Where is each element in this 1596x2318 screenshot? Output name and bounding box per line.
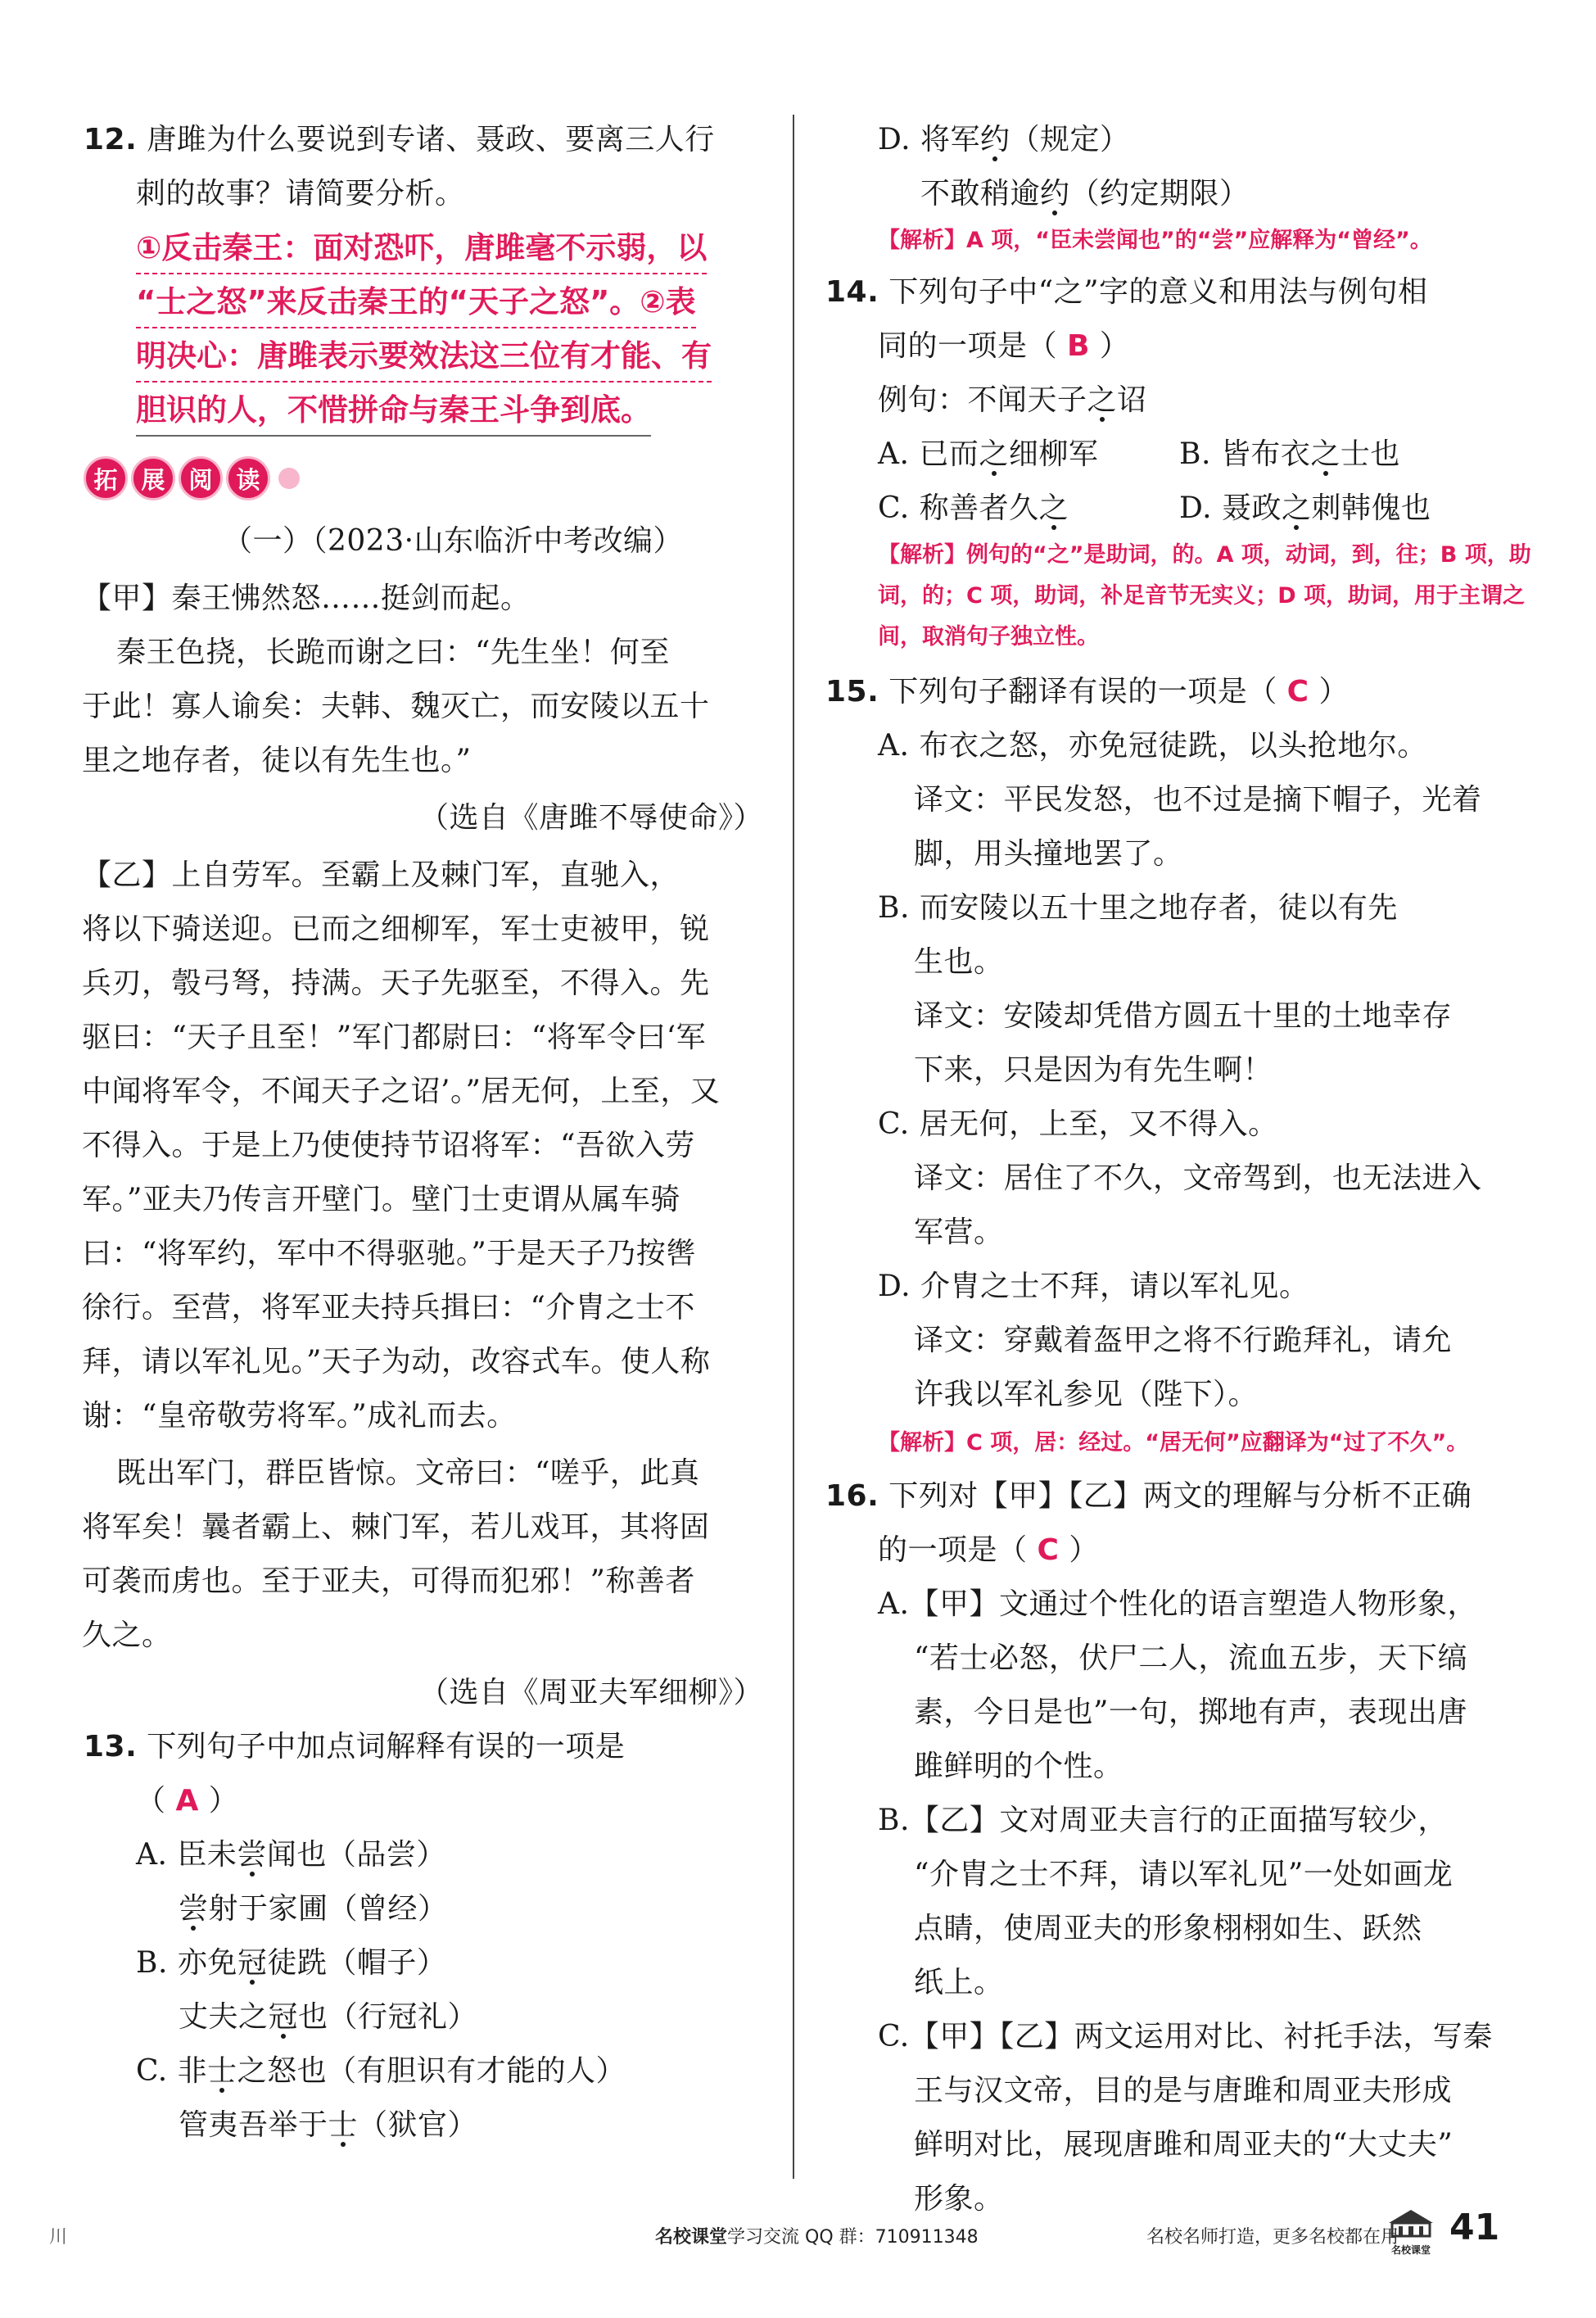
q13-answer-line: （ A ） xyxy=(136,1784,239,1818)
passage-yi-line: 曰：“将军约，军中不得驱驰。”于是天子乃按辔 xyxy=(82,1237,696,1270)
footer-right-text: 名校名师打造，更多名校都在用 xyxy=(1146,2227,1399,2248)
q15-item: B. 而安陵以五十里之地存者，徒以有先 xyxy=(878,891,1398,925)
footer-left: 川 xyxy=(49,2227,68,2248)
passage-jia-head: 【甲】秦王怫然怒……挺剑而起。 xyxy=(82,582,531,615)
passage-yi-line: 不得入。于是上乃使使持节诏将军：“吾欲入劳 xyxy=(82,1129,695,1162)
passage-yi-line: 可袭而虏也。至于亚夫，可得而犯邪！”称善者 xyxy=(82,1564,695,1598)
q15-item: D. 介胄之士不拜，请以军礼见。 xyxy=(878,1270,1309,1303)
q14-stem-2: 同的一项是（ B ） xyxy=(878,329,1130,363)
q15-item: 军营。 xyxy=(914,1216,1004,1249)
q14-option-b: B. 皆布衣之士也 xyxy=(1179,437,1400,471)
q15-item: 许我以军礼参见（陛下）。 xyxy=(914,1378,1259,1411)
school-building-icon xyxy=(1386,2208,1436,2241)
q13-option-c: C. 非士之怒也（有胆识有才能的人） xyxy=(136,2054,626,2088)
q16-item: “若士必怒，伏尸二人，流血五步，天下缟 xyxy=(914,1641,1467,1675)
q15-item: C. 居无何，上至，又不得入。 xyxy=(878,1107,1278,1141)
q15-item: A. 布衣之怒，亦免冠徒跣，以头抢地尔。 xyxy=(878,729,1427,763)
q14-option-d: D. 聂政之刺韩傀也 xyxy=(1179,491,1431,525)
footer-center-text: 学习交流 QQ 群：710911348 xyxy=(727,2227,979,2248)
footer-logo xyxy=(1386,2208,1436,2254)
q13-explanation: 【解析】A 项，“臣未尝闻也”的“尝”应解释为“曾经”。 xyxy=(878,228,1432,253)
badge-char: 读 xyxy=(226,456,270,500)
passage-yi-line: 拜，请以军礼见。”天子为动，改容式车。使人称 xyxy=(82,1345,711,1379)
q15-item: 译文：安陵却凭借方圆五十里的土地幸存 xyxy=(914,999,1453,1033)
passage-yi-line: 谢：“皇帝敬劳将军。”成礼而去。 xyxy=(82,1399,517,1433)
q15-item: 译文：居住了不久，文帝驾到，也无法进入 xyxy=(914,1161,1482,1195)
passage-yi-line: 徐行。至营，将军亚夫持兵揖曰：“介胄之士不 xyxy=(82,1291,695,1324)
q16-item: 纸上。 xyxy=(914,1966,1004,1999)
q15-item: 生也。 xyxy=(914,945,1004,979)
q12-answer-line-1: ①反击秦王：面对恐吓，唐雎毫不示弱，以 xyxy=(136,227,707,274)
passage-jia-line: 里之地存者，徒以有先生也。” xyxy=(82,744,472,777)
badge-char: 阅 xyxy=(179,456,223,500)
q16-item: 点睛，使周亚夫的形象栩栩如生、跃然 xyxy=(914,1912,1422,1945)
q15-item: 译文：穿戴着盔甲之将不行跪拜礼，请允 xyxy=(914,1324,1453,1357)
q14-example: 例句：不闻天子之诏 xyxy=(878,383,1147,417)
passage-yi-line: 将军矣！曩者霸上、棘门军，若儿戏耳，其将固 xyxy=(82,1510,710,1544)
q16-item: 王与汉文帝，目的是与唐雎和周亚夫形成 xyxy=(914,2074,1453,2107)
q12-line-1: 12. 唐雎为什么要说到专诸、聂政、要离三人行 xyxy=(84,123,715,156)
badge-char: 拓 xyxy=(84,456,128,500)
q16-answer: C xyxy=(1037,1533,1060,1567)
passage-yi-line: 军。”亚夫乃传言开壁门。壁门士吏谓从属车骑 xyxy=(82,1183,680,1216)
q12-answer-line-2: “士之怒”来反击秦王的“天子之怒”。②表 xyxy=(136,281,696,328)
q14-explanation-3: 间，取消句子独立性。 xyxy=(878,624,1099,650)
footer-brand: 名校课堂 xyxy=(655,2227,728,2248)
q12-line-2: 刺的故事？请简要分析。 xyxy=(136,177,465,211)
passage-jia-source: （选自《唐雎不辱使命》） xyxy=(419,801,764,835)
q14-explanation-2: 词，的；C 项，助词，补足音节无实义；D 项，助词，用于主谓之 xyxy=(878,583,1526,609)
passage-jia-line: 于此！寡人谕矣：夫韩、魏灭亡，而安陵以五十 xyxy=(82,690,710,723)
q16-stem-1: 16. 下列对【甲】【乙】两文的理解与分析不正确 xyxy=(825,1479,1472,1513)
q16-item: 鲜明对比，展现唐雎和周亚夫的“大丈夫” xyxy=(914,2128,1454,2162)
q16-item: “介胄之士不拜，请以军礼见”一处如画龙 xyxy=(914,1858,1454,1891)
q12-answer-line-4: 胆识的人，不惜拼命与秦王斗争到底。 xyxy=(136,389,651,437)
q13-answer: A xyxy=(175,1784,199,1818)
q13-option-d-2: 不敢稍逾约（约定期限） xyxy=(920,177,1250,211)
q14-stem-1: 14. 下列句子中“之”字的意义和用法与例句相 xyxy=(825,275,1428,309)
q13-option-b-2: 丈夫之冠也（行冠礼） xyxy=(179,2000,478,2034)
page-footer xyxy=(0,2207,1596,2261)
q13-stem: 13. 下列句子中加点词解释有误的一项是 xyxy=(84,1730,626,1763)
q16-item: 素，今日是也”一句，掷地有声，表现出唐 xyxy=(914,1695,1467,1729)
q13-option-c-2: 管夷吾举于士（狱官） xyxy=(179,2108,478,2142)
q16-stem-2: 的一项是（ C ） xyxy=(878,1533,1099,1567)
footer-center xyxy=(655,2223,979,2248)
passage-yi-line: 既出军门，群臣皆惊。文帝曰：“嗟乎，此真 xyxy=(116,1456,700,1490)
badge-decoration-icon xyxy=(278,468,300,489)
q13-option-d: D. 将军约（规定） xyxy=(878,123,1130,156)
badge-char: 展 xyxy=(131,456,175,500)
passage-yi-line: 【乙】上自劳军。至霸上及棘门军，直驰入， xyxy=(82,858,680,892)
q14-answer: B xyxy=(1066,329,1090,363)
column-divider xyxy=(793,115,794,2179)
q16-item: B.【乙】文对周亚夫言行的正面描写较少， xyxy=(878,1804,1448,1837)
passage-yi-line: 中闻将军令，不闻天子之诏’。”居无何，上至，又 xyxy=(82,1075,721,1108)
section-badge xyxy=(84,455,300,502)
passage-title: （一）（2023·山东临沂中考改编） xyxy=(223,524,684,558)
passage-jia-line: 秦王色挠，长跪而谢之曰：“先生坐！何至 xyxy=(116,636,670,669)
q15-item: 脚，用头撞地罢了。 xyxy=(914,837,1183,871)
footer-logo-text: 名校课堂 xyxy=(1390,2244,1431,2256)
q13-option-a-2: 尝射于家圃（曾经） xyxy=(179,1892,448,1926)
q15-stem: 15. 下列句子翻译有误的一项是（ C ） xyxy=(825,675,1350,709)
passage-yi-line: 驱曰：“天子且至！”军门都尉曰：“将军令曰‘军 xyxy=(82,1021,707,1054)
passage-yi-line: 兵刃，彀弓弩，持满。天子先驱至，不得入。先 xyxy=(82,967,710,1000)
passage-yi-line: 将以下骑送迎。已而之细柳军，军士吏被甲，锐 xyxy=(82,912,710,946)
q14-explanation-1: 【解析】例句的“之”是助词，的。A 项，动词，到，往；B 项，助 xyxy=(878,542,1531,568)
passage-yi-source: （选自《周亚夫军细柳》） xyxy=(419,1676,764,1709)
q16-item: 雎鲜明的个性。 xyxy=(914,1750,1124,1783)
passage-yi-line: 久之。 xyxy=(82,1619,172,1652)
q15-explanation: 【解析】C 项，居：经过。“居无何”应翻译为“过了不久”。 xyxy=(878,1430,1469,1456)
q13-option-b: B. 亦免冠徒跣（帽子） xyxy=(136,1946,447,1980)
q15-item: 译文：平民发怒，也不过是摘下帽子，光着 xyxy=(914,783,1482,817)
q15-item: 下来，只是因为有先生啊！ xyxy=(914,1053,1273,1087)
q16-item: A.【甲】文通过个性化的语言塑造人物形象， xyxy=(878,1587,1477,1621)
q16-item: C.【甲】【乙】两文运用对比、衬托手法，写秦 xyxy=(878,2020,1493,2053)
q16-item: 形象。 xyxy=(914,2182,1004,2216)
q12-answer-line-3: 明决心：唐雎表示要效法这三位有才能、有 xyxy=(136,335,712,383)
page-number: 41 xyxy=(1449,2207,1500,2248)
q14-option-c: C. 称善者久之 xyxy=(878,491,1069,525)
q13-option-a: A. 臣未尝闻也（品尝） xyxy=(136,1838,446,1872)
q14-option-a: A. 已而之细柳军 xyxy=(878,437,1099,471)
q15-answer: C xyxy=(1286,675,1309,709)
